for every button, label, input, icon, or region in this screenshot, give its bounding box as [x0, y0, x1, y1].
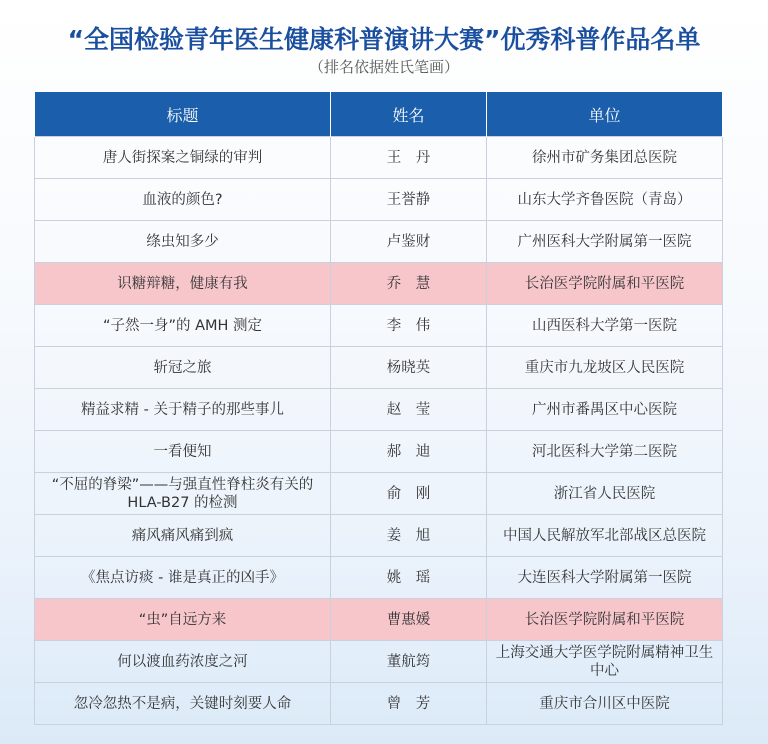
cell-name: 李 伟 [331, 305, 487, 347]
cell-title: 何以渡血药浓度之河 [35, 641, 331, 683]
cell-name: 姚 瑶 [331, 557, 487, 599]
cell-title: 血液的颜色? [35, 179, 331, 221]
cell-title: “不屈的脊梁”——与强直性脊柱炎有关的 HLA-B27 的检测 [35, 473, 331, 515]
cell-name: 俞 刚 [331, 473, 487, 515]
table-row [35, 221, 723, 263]
cell-unit: 广州医科大学附属第一医院 [487, 221, 723, 263]
header-name: 姓名 [331, 92, 487, 137]
cell-unit: 上海交通大学医学院附属精神卫生中心 [487, 641, 723, 683]
cell-unit: 中国人民解放军北部战区总医院 [487, 515, 723, 557]
cell-unit: 山东大学齐鲁医院（青岛） [487, 179, 723, 221]
table-row [35, 683, 723, 725]
cell-name: 乔 慧 [331, 263, 487, 305]
page-subtitle: （排名依据姓氏笔画） [308, 58, 459, 76]
cell-title: “虫”自远方来 [35, 599, 331, 641]
cell-name: 董航筠 [331, 641, 487, 683]
cell-unit: 徐州市矿务集团总医院 [487, 137, 723, 179]
cell-unit: 广州市番禺区中心医院 [487, 389, 723, 431]
cell-name: 郝 迪 [331, 431, 487, 473]
table-row [35, 137, 723, 179]
table-row [35, 473, 723, 515]
header-title: 标题 [35, 92, 331, 137]
table-row [35, 347, 723, 389]
table-row [35, 431, 723, 473]
table-header-row [35, 92, 723, 137]
page-title: “全国检验青年医生健康科普演讲大赛”优秀科普作品名单 [67, 25, 701, 54]
cell-title: 斩冠之旅 [35, 347, 331, 389]
cell-unit: 浙江省人民医院 [487, 473, 723, 515]
cell-name: 王 丹 [331, 137, 487, 179]
cell-unit: 长治医学院附属和平医院 [487, 263, 723, 305]
cell-name: 赵 莹 [331, 389, 487, 431]
cell-title: 一看便知 [35, 431, 331, 473]
cell-unit: 大连医科大学附属第一医院 [487, 557, 723, 599]
cell-title: 绦虫知多少 [35, 221, 331, 263]
cell-unit: 长治医学院附属和平医院 [487, 599, 723, 641]
cell-unit: 重庆市九龙坡区人民医院 [487, 347, 723, 389]
cell-name: 卢鉴财 [331, 221, 487, 263]
cell-title: 忽冷忽热不是病，关键时刻要人命 [35, 683, 331, 725]
table-row [35, 179, 723, 221]
cell-name: 王誉静 [331, 179, 487, 221]
cell-title: 精益求精 - 关于精子的那些事儿 [35, 389, 331, 431]
table-row [35, 389, 723, 431]
cell-unit: 山西医科大学第一医院 [487, 305, 723, 347]
cell-name: 姜 旭 [331, 515, 487, 557]
table-row [35, 599, 723, 641]
cell-title: 唐人街探案之铜绿的审判 [35, 137, 331, 179]
cell-title: “子然一身”的 AMH 测定 [35, 305, 331, 347]
table-row [35, 515, 723, 557]
header-unit: 单位 [487, 92, 723, 137]
table-row [35, 305, 723, 347]
table-row [35, 641, 723, 683]
cell-name: 杨晓英 [331, 347, 487, 389]
cell-title: 识糖辩糖，健康有我 [35, 263, 331, 305]
cell-unit: 重庆市合川区中医院 [487, 683, 723, 725]
winners-table [34, 92, 723, 725]
cell-title: 痛风痛风痛到疯 [35, 515, 331, 557]
cell-title: 《焦点访痰 - 谁是真正的凶手》 [35, 557, 331, 599]
cell-unit: 河北医科大学第二医院 [487, 431, 723, 473]
cell-name: 曹惠媛 [331, 599, 487, 641]
cell-name: 曾 芳 [331, 683, 487, 725]
table-row [35, 557, 723, 599]
table-row [35, 263, 723, 305]
